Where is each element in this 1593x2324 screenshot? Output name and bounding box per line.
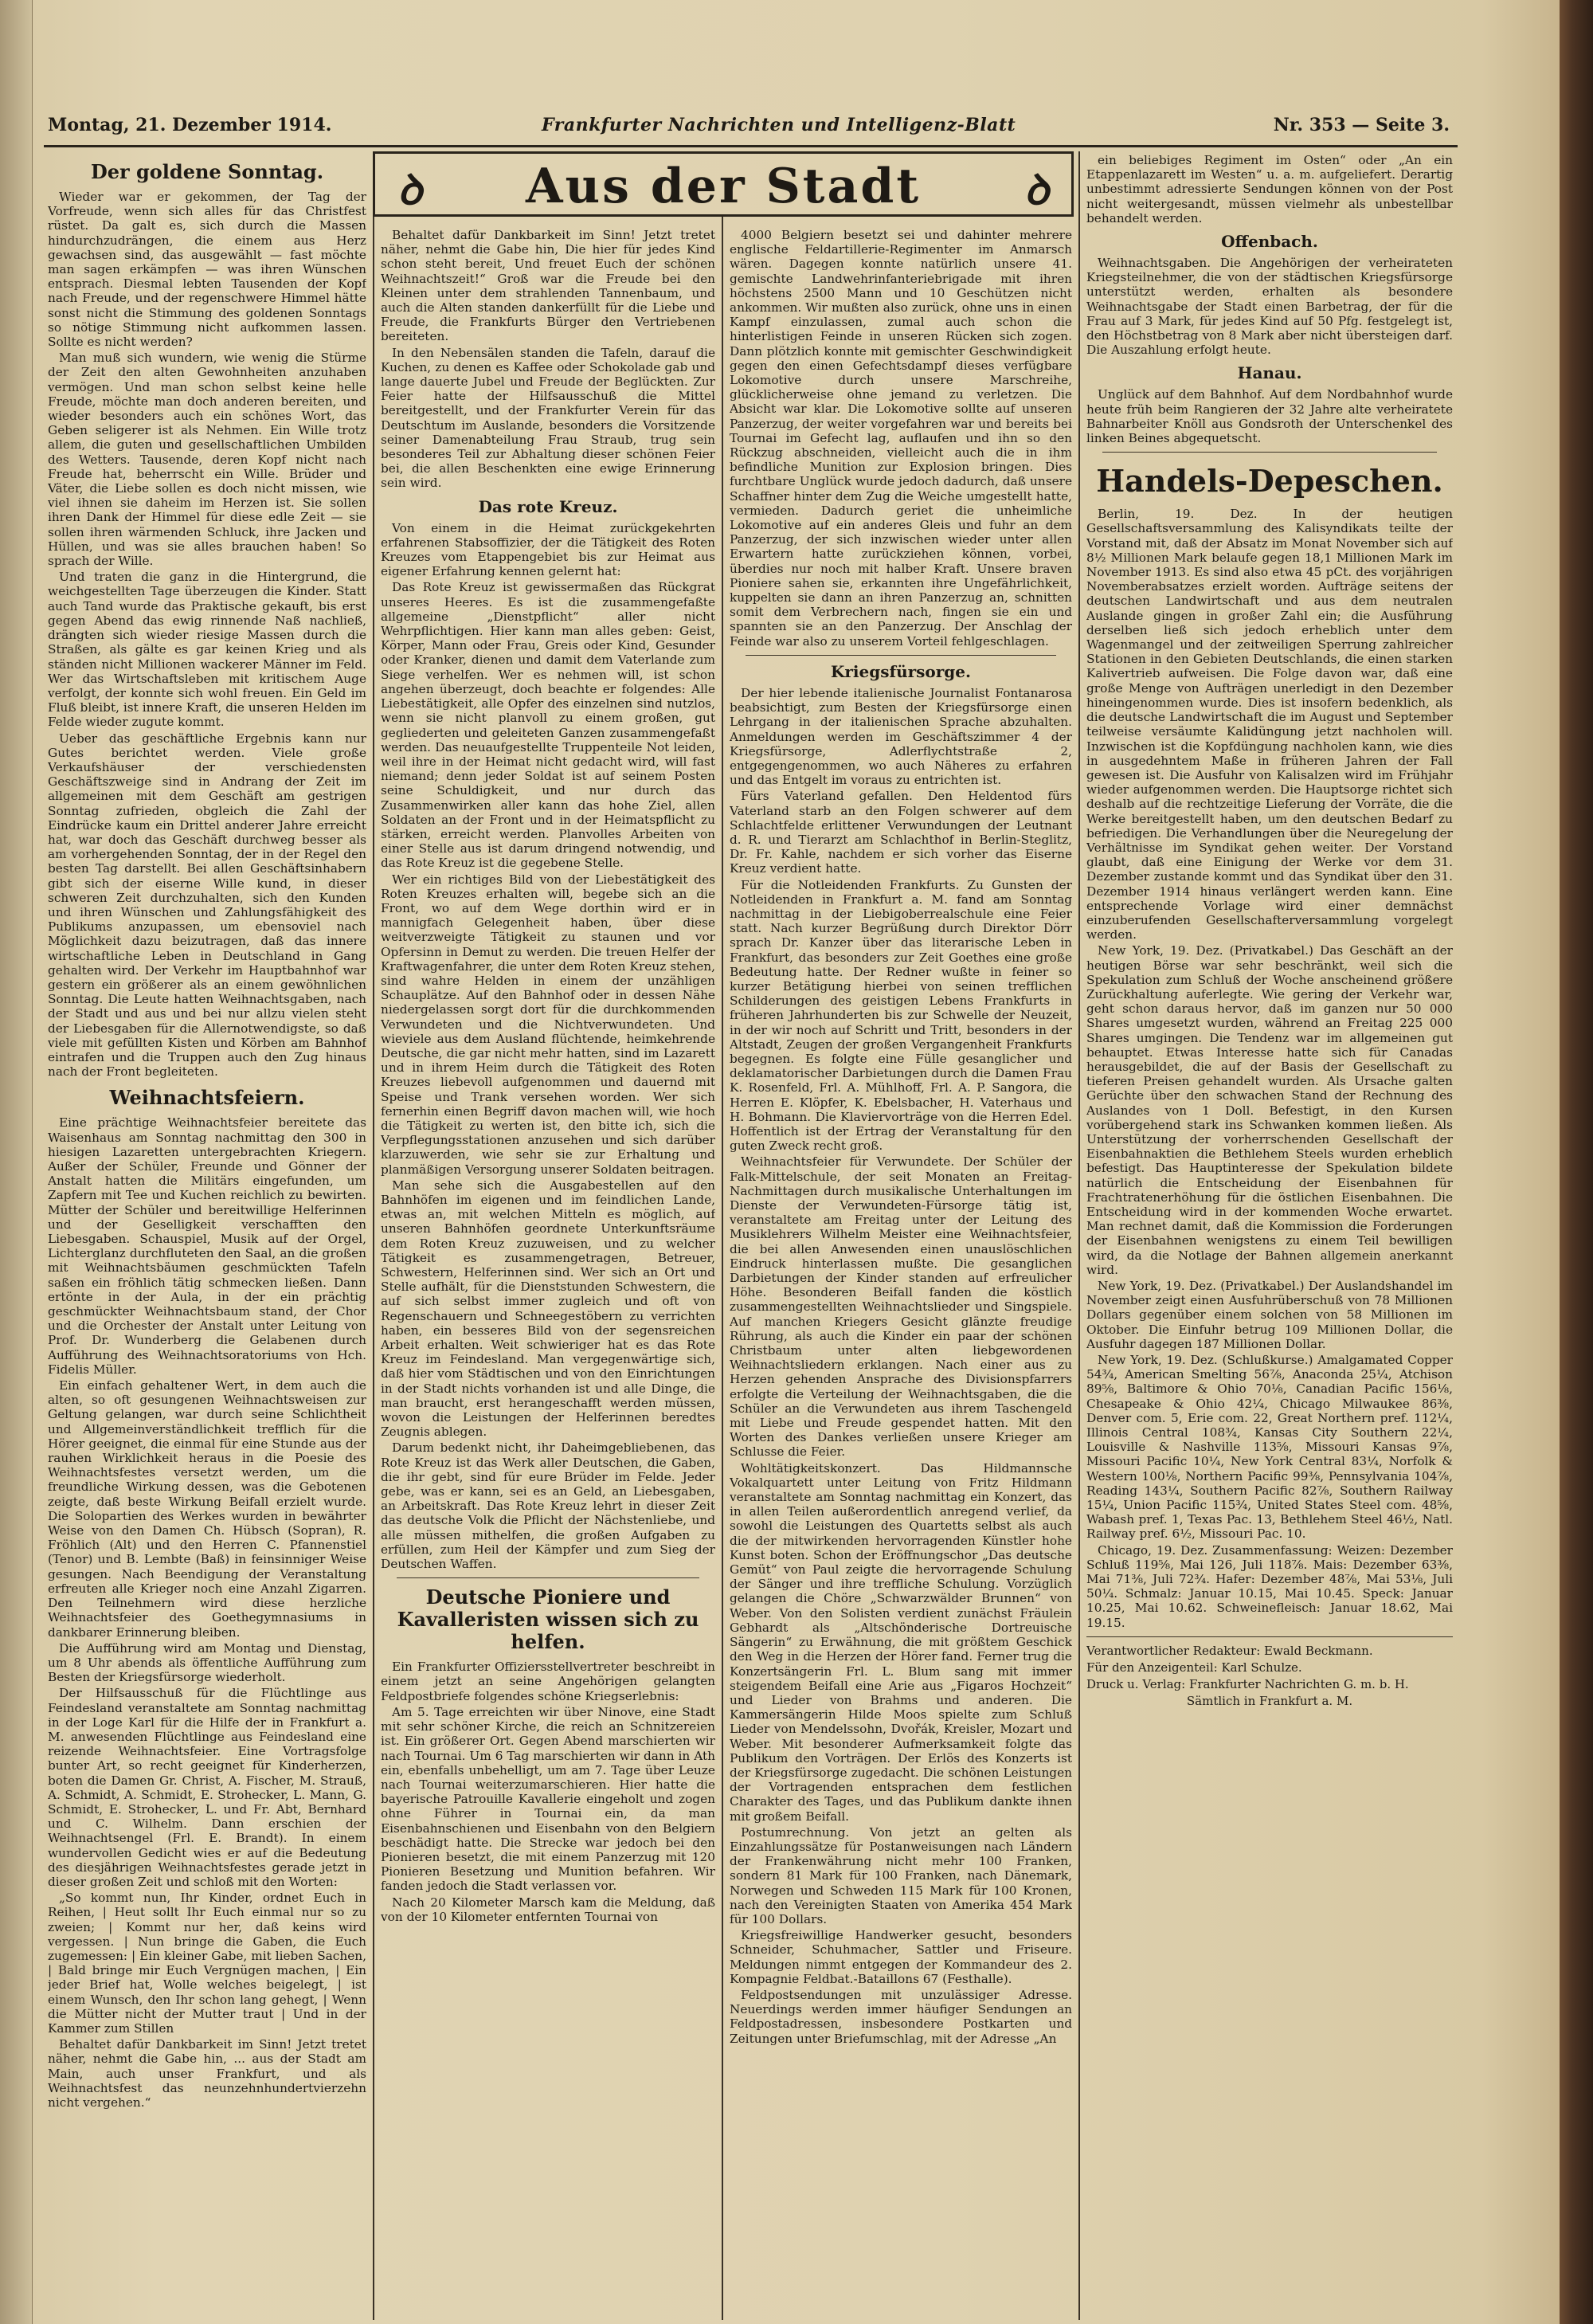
paragraph: 4000 Belgiern besetzt sei und dahinter mehrere englische Feldartillerie-Regimenter im Anmarsch wären. Dagegen konnte natürlich unsere 41. gemischte Landwehrinfanteriebrigade mit ihren höchstens 2500 Mann und 10 Geschützen nicht ankommen. Wir mußten also zurück, ohne uns in einen Kampf einzulassen, zumal auch schon die hinterlistigen Feinde in unseren Rücken sich zogen. Dann plötzlich konnte mit gemischter Geschwindigkeit gegen den einen Gefechtsdampf dieses verfügbare Lokomotive durch unsere Marschreihe, glücklicherweise ohne jemand zu verletzen. Die Absicht war klar. Die Lokomotive sollte auf unseren Panzerzug, der weiter vorgefahren war und bereits bei Tournai im Gefecht lag, auflaufen und ihn so den Rückzug abschneiden, vielleicht auch die in ihm befindliche Munition zur Explosion bringen. Dies furchtbare Unglück wurde jedoch dadurch, daß unsere Schaffner hinter dem Zug die Weiche umgestellt hatte, vermieden. Dadurch geriet die unheimliche Lokomotive auf ein anderes Gleis und fuhr an dem Panzerzug, der sich inzwischen wieder unter allen Erwartern hatte zurückziehen können, vorbei, überdies nur noch mit halber Kraft. Unsere braven Pioniere sahen sie, erkannten ihre Ungefährlichkeit, kuppelten sie dann an ihren Panzerzug an, schnitten somit dem Verbrechern nach, fingen sie ein und spannten sie an den Panzerzug. Der Anschlag der Feinde war also zu unserem Vorteil fehlgeschlagen. (730, 228, 1072, 649)
ornament-right-icon: ꝺ (1024, 166, 1049, 214)
headline-golden-sunday: Der goldene Sonntag. (90, 160, 324, 183)
paragraph: Wieder war er gekommen, der Tag der Vorfreude, wenn sich alles für das Christfest rüstet. Da galt es, sich durch die Massen hindurchzudrängen, die einem aus Herz gewachsen sind, das ausgewählt — fast möchte man sagen erkämpfen — was ihren Wünschen entsprach. Diesmal lebten Tausenden der Kopf nach Freude, und der regenschwere Himmel hätte sonst nicht die Stimmung des goldenen Sonntags so nötige Stimmung nicht aufkommen lassen. Sollte es nicht werden? (48, 190, 366, 350)
dispatch-new-york: New York, 19. Dez. (Privatkabel.) Das Geschäft an der heutigen Börse war sehr beschränkt, weil sich die Spekulation zum Schluß der Woche anscheinend größere Zurückhaltung auferlegte. Wie gering der Verkehr war, geht schon daraus hervor, daß im ganzen nur 50 000 Shares umgesetzt wurden, während an Freitag 225 000 Shares umgingen. Die Tendenz war im allgemeinen gut behauptet. Etwas Interesse hatte sich für Canadas herausgebildet, die auf der Basis der Gesellschaft zu tieferen Preisen gehandelt wurden. Als Ursache galten Gerüchte über den schwachen Stand der Rechnung des Auslandes von 1 Doll. Befestigt, in den Kursen vorübergehend stark ins Schwanken kommen ließen. Als Unterstützung der vorherrschenden Gesellschaft der Eisenbahnaktien die Bethlehem Steels wurden erheblich befestigt. Das Hauptinteresse der Spekulation bildete natürlich die Entscheidung der Eisenbahnen für Frachtratenerhöhung für die östlichen Eisenbahnen. Die Entscheidung wird in der kommenden Woche erwartet. Man rechnet damit, daß die Kommission die Forderungen der Eisenbahnen wenigstens zu einem Teil bewilligen wird, da die Notlage der Bahnen allgemein anerkannt wird. (1086, 943, 1453, 1277)
headline-trade-dispatches: Handels-Depeschen. (1096, 463, 1443, 500)
paragraph: Darum bedenkt nicht, ihr Daheimgebliebenen, das Rote Kreuz ist das Werk aller Deutschen, die Gaben, die ihr gebt, sind für eure Brüder im Felde. Jeder gebe, was er kann, sei es an Geld, an Liebesgaben, an Arbeitskraft. Das Rote Kreuz lehrt in dieser Zeit das deutsche Volk die Pflicht der Nächstenliebe, und alle müssen mithelfen, die großen Aufgaben zu erfüllen, zum Heil der Kämpfer und zum Sieg der Deutschen Waffen. (381, 1440, 715, 1572)
paragraph: Weihnachtsgaben. Die Angehörigen der verheirateten Kriegsteilnehmer, die von der städtischen Kriegsfürsorge unterstützt werden, erhalten als besondere Weihnachtsgabe der Stadt einen Barbetrag, der für die Frau auf 3 Mark, für jedes Kind auf 50 Pfg. festgelegt ist, den Höchstbetrag von 8 Mark aber nicht übersteigen darf. Die Auszahlung erfolgt heute. (1086, 256, 1453, 358)
imprint-ads: Für den Anzeigenteil: Karl Schulze. (1086, 1660, 1302, 1675)
paragraph: Ueber das geschäftliche Ergebnis kann nur Gutes berichtet werden. Viele große Verkaufshäuser der verschiedensten Geschäftszweige sind in Andrang der Zeit im allgemeinen mit dem Geschäft am gestrigen Sonntag zufrieden, obgleich die Zahl der Eindrücke kaum ein Drittel anderer Jahre erreicht hat, war doch das Geschäft durchweg besser als am vorhergehenden Sonntag, der in der Regel den besten Tag darstellt. Bei allen Geschäftsinhabern gibt sich der eiserne Wille kund, in dieser schweren Zeit durchzuhalten, sich den Kunden und ihren Wünschen und Zahlungsfähigkeit des Publikums anzupassen, um ebensoviel nach Möglichkeit dazu beizutragen, daß das innere wirtschaftliche Leben in Deutschland in Gang gehalten wird. Der Verkehr im Hauptbahnhof war gestern ein größerer als an einem gewöhnlichen Sonntag. Die Leute hatten Weihnachtsgaben, nach der Stadt und aus und bei nur allzu vielen steht der Liebesgaben für die Allernotwendigste, so daß viele mit gefüllten Kisten und Körben am Bahnhof eintrafen und die Truppen auch den Zug hinaus nach der Front begleiteten. (48, 731, 366, 1080)
paragraph: Weihnachtsfeier für Verwundete. Der Schüler der Falk-Mittelschule, der seit Monaten an Freitag-Nachmittagen durch musikalische Unterhaltungen im Dienste der Verwundeten-Fürsorge tätig ist, veranstaltete am Freitag unter der Leitung des Musiklehrers Wilhelm Meister eine Weihnachtsfeier, die bei allen Anwesenden einen unauslöschlichen Eindruck hinterlassen mußte. Die gesanglichen Darbietungen der Kinder standen auf erfreulicher Höhe. Besonderen Beifall fanden die köstlich zusammengestellten Weihnachtslieder und Singspiele. Auf manchen Kriegers Gesicht glänzte freudige Rührung, als auch die Kinder ein paar der schönen Christbaum unter alten liebgewordenen Weihnachtsliedern erklangen. Nach einer aus zu Herzen gehenden Ansprache des Divisionspfarrers erfolgte die Verteilung der Weihnachtsgaben, die die Schüler an die Verwundeten aus ihrem Taschengeld mit Liebe und Freude gespendet hatten. Mit den Worten des Dankes verließen unsere Krieger am Schlusse die Feier. (730, 1154, 1072, 1460)
paragraph: Für die Notleidenden Frankfurts. Zu Gunsten der Notleidenden in Frankfurt a. M. fand am Sonntag nachmittag in der Liebigoberrealschule eine Feier statt. Nach kurzer Begrüßung durch Direktor Dörr sprach Dr. Kanzer über das literarische Leben in Frankfurt, das besonders zur Zeit Goethes eine große Bedeutung hatte. Der Redner wußte in feiner so kurzer Betätigung hierbei von seinen trefflichen Schilderungen des geistigen Lebens Frankfurts in früheren Jahrhunderten bis zur Schwelle der Neuzeit, in der wir noch auf Schritt und Tritt, besonders in der Altstadt, Zeugen der großen Vergangenheit Frankfurts begegnen. Es folgte eine Fülle gesanglicher und deklamatorischer Darbietungen durch die Damen Frau K. Rosenfeld, Frl. A. Mühlhoff, Frl. A. P. Sangora, die Herren E. Klöpfer, K. Ebelsbacher, H. Vaterhaus und H. Bohmann. Die Klaviervorträge von die Herren Edel. Hoffentlich ist der Ertrag der Veranstaltung für den guten Zweck recht groß. (730, 877, 1072, 1154)
divider (746, 655, 1056, 656)
book-spine (1560, 0, 1593, 2324)
paragraph: Eine prächtige Weihnachtsfeier bereitete das Waisenhaus am Sonntag nachmittag den 300 in hiesigen Lazaretten untergebrachten Kriegern. Außer der Schüler, Freunde und Gönner der Anstalt hatten die Militärs eingefunden, um Zapfern mit Tee und Kuchen reichlich zu bewirten. Mütter der Schüler und bereitwillige Helferinnen und der Geselligkeit verschafften den Liebesgaben. Schauspiel, Musik auf der Orgel, Lichterglanz durchfluteten den Saal, an die großen mit Weihnachtsbäumen geschmückten Tafeln saßen ein fröhlich tätig schmecken ließen. Dann ertönte in der Aula, in der ein prächtig geschmückter Weihnachtsbaum stand, der Chor und die Orchester der Anstalt unter Leitung von Prof. Dr. Wunderberg die Gelabenen durch Aufführung des Weihnachtsoratoriums von Hch. Fidelis Müller. (48, 1115, 366, 1377)
paragraph: Der hier lebende italienische Journalist Fontanarosa beabsichtigt, zum Besten der Kriegsfürsorge einen Lehrgang in der italienischen Sprache abzuhalten. Anmeldungen werden im Geschäftszimmer 4 der Kriegsfürsorge, Adlerflychtstraße 2, entgegengenommen, wo auch Näheres zu erfahren und das Entgelt im voraus zu entrichten ist. (730, 685, 1072, 788)
headline-red-cross: Das rote Kreuz. (478, 496, 618, 516)
divider (1086, 1636, 1453, 1637)
paragraph: Behaltet dafür Dankbarkeit im Sinn! Jetzt tretet näher, nehmt die Gabe hin, ... aus der Stadt am Main, auch unser Frankfurt, und als Weihnachtsfest das neunzehnhundertvierzehn nicht vergehen.“ (48, 2037, 366, 2110)
column-1 (48, 153, 366, 2296)
paragraph: Ein einfach gehaltener Wert, in dem auch die alten, so oft gesungenen Weihnachtsweisen zur Geltung gelangen, war durch seine Schlichtheit und Allgemeinverständlichkeit trefflich für die Hörer geeignet, die einmal für eine Stunde aus der rauhen Wirklichkeit heraus in die Poesie des Weihnachtsfestes versetzt werden, um die freundliche Wirkung dessen, was die Gebotenen zeigte, daß beste Wirkung Beifall erzielt wurde. Die Solopartien des Werkes wurden in bewährter Weise von den Damen Ch. Hübsch (Sopran), R. Fröhlich (Alt) und den Herren C. Pfannenstiel (Tenor) und B. Lembte (Baß) in feinsinniger Weise gesungen. Nach Beendigung der Veranstaltung erfreuten alle Krieger noch eine Anzahl Zigarren. Den Teilnehmern wird diese herzliche Weihnachtsfeier des Goethegymnasiums in dankbarer Erinnerung bleiben. (48, 1378, 366, 1640)
paragraph: Nach 20 Kilometer Marsch kam die Meldung, daß von der 10 Kilometer entfernten Tournai von (381, 1895, 715, 1924)
paragraph: In den Nebensälen standen die Tafeln, darauf die Kuchen, zu denen es Kaffee oder Schokolade gab und lange dauerte Jubel und Freude der Beglückten. Zur Feier hatte der Hilfsausschuß die Mittel bereitgestellt, und der Frankfurter Verein für das Deutschtum im Auslande, besonders die Vorsitzende seiner Damenabteilung Frau Straub, trug sein besonderes Teil zur Abhaltung dieser schönen Feier bei, die allen Beschenkten eine ewige Erinnerung sein wird. (381, 345, 715, 491)
imprint-editor: Verantwortlicher Redakteur: Ewald Beckmann. (1086, 1643, 1373, 1658)
divider (397, 1577, 699, 1578)
paragraph: Postumrechnung. Von jetzt an gelten als Einzahlungssätze für Postanweisungen nach Ländern der Frankenwährung nicht mehr 100 Franken, sondern 81 Mark für 100 Franken, nach Dänemark, Norwegen und Schweden 115 Mark für 100 Kronen, nach den Vereinigten Staaten von Amerika 454 Mark für 100 Dollars. (730, 1824, 1072, 1926)
dispatch-new-york-closing: New York, 19. Dez. (Schlußkurse.) Amalgamated Copper 54¾, American Smelting 56⅞, Anaconda 25¼, Atchison 89⅝, Baltimore & Ohio 70⅛, Canadian Pacific 156⅛, Chesapeake & Ohio 42¼, Chicago Milwaukee 86⅜, Denver com. 5, Erie com. 22, Great Northern pref. 112¼, Illinois Central 108¾, Kansas City Southern 22¼, Louisville & Nashville 113⅝, Missouri Kansas 9⅞, Missouri Pacific 10¼, New York Central 83¼, Norfolk & Western 100⅛, Northern Pacific 99⅜, Pennsylvania 104⅞, Reading 143¼, Southern Pacific 82⅞, Southern Railway 15¼, Union Pacific 115¾, United States Steel com. 48⅝, Wabash pref. 1, Texas Pac. 13, Bethlehem Steel 46½, Natl. Railway pref. 6½, Missouri Pac. 10. (1086, 1353, 1453, 1542)
paragraph: Feldpostsendungen mit unzulässiger Adresse. Neuerdings werden immer häufiger Sendungen an Feldpostadressen, insbesondere Postkarten und Zeitungen unter Briefumschlag, mit der Adresse „An (730, 1987, 1072, 2046)
column-rule (1078, 151, 1080, 2320)
column-3 (730, 228, 1072, 2299)
ornament-left-icon: ꝺ (397, 166, 423, 214)
running-header (48, 110, 1450, 142)
headline-pioneers: Deutsche Pioniere und Kavalleristen wissen sich zu helfen. (397, 1585, 699, 1654)
paragraph: Kriegsfreiwillige Handwerker gesucht, besonders Schneider, Schuhmacher, Sattler und Friseure. Meldungen nimmt entgegen der Kommandeur des 2. Kompagnie Feldbat.-Bataillons 67 (Festhalle). (730, 1928, 1072, 1986)
headline-war-welfare: Kriegsfürsorge. (831, 661, 971, 681)
paragraph: Von einem in die Heimat zurückgekehrten erfahrenen Stabsoffizier, der die Tätigkeit des Roten Kreuzes vom Etappengebiet bis zur Heimat aus eigener Erfahrung kennen gelernt hat: (381, 520, 715, 579)
paragraph: ein beliebiges Regiment im Osten“ oder „An ein Etappenlazarett im Westen“ u. a. m. aufgeliefert. Derartig unbestimmt adressierte Sendungen können von der Post nicht weitergesandt, müssen vielmehr als unbestellbar behandelt werden. (1086, 153, 1453, 225)
dispatch-chicago: Chicago, 19. Dez. Zusammenfassung: Weizen: Dezember Schluß 119⅝, Mai 126, Juli 118⅞. Mais: Dezember 63⅜, Mai 71⅜, Juli 72¾. Hafer: Dezember 48⅞, Mai 53⅛, Juli 50¼. Schmalz: Januar 10.15, Mai 10.45. Speck: Januar 10.25, Mai 10.62. Schweinefleisch: Januar 18.62, Mai 19.15. (1086, 1542, 1453, 1630)
column-rule (373, 217, 374, 2320)
dispatch-berlin: Berlin, 19. Dez. In der heutigen Gesellschaftsversammlung des Kalisyndikats teilte der Vorstand mit, daß der Absatz im Monat November sich auf 8½ Millionen Mark belaufe gegen 18,1 Millionen Mark im November 1913. Es sind also etwa 45 pCt. des vorjährigen Novemberabsatzes erzielt worden. Aufträge seitens der deutschen Landwirtschaft und aus dem neutralen Auslande gingen in großer Zahl ein; die Ausführung derselben ließ sich jedoch erheblich unter dem Wagenmangel und der zeitweiligen Sperrung zahlreicher Stationen in den Gebieten Deutschlands, die einen starken Kalivertrieb aufweisen. Die Folge davon war, daß eine große Menge von Aufträgen unerledigt in den Dezember hineingenommen wurde. Dies ist insofern bedenklich, als die deutsche Landwirtschaft die im August und September teilweise versäumte Kalidüngung jetzt nachholen will. Inzwischen ist die Kopfdüngung nachholen kann, wie dies in ausgedehntem Maße in früheren Jahren der Fall gewesen ist. Die Ausfuhr von Kalisalzen wird im Frühjahr wieder aufgenommen werden. Die Hauptsorge richtet sich deshalb auf die rechtzeitige Lieferung der Vorräte, die die Werke bereitgestellt haben, um den deutschen Bedarf zu befriedigen. Die Verhandlungen über die Neuregelung der Verhältnisse im Syndikat gehen weiter. Der Vorstand glaubt, daß eine Einigung der Werke vor dem 31. Dezember zustande kommt und das Syndikat über den 31. Dezember 1914 hinaus verlängert werden kann. Eine entsprechende Vorlage wird einer demnächst einzuberufenden Gesellschafterversammlung vorgelegt werden. (1086, 507, 1453, 943)
paragraph: Die Aufführung wird am Montag und Dienstag, um 8 Uhr abends als öffentliche Aufführung zum Besten der Kriegsfürsorge wiederholt. (48, 1640, 366, 1685)
dispatch-new-york-trade: New York, 19. Dez. (Privatkabel.) Der Auslandshandel im November zeigt einen Ausfuhrüberschuß von 78 Millionen Dollars gegenüber einem solchen von 58 Millionen im Oktober. Die Einfuhr betrug 109 Millionen Dollar, die Ausfuhr dagegen 187 Millionen Dollar. (1086, 1279, 1453, 1351)
paragraph: Ein Frankfurter Offiziersstellvertreter beschreibt in einem jetzt an seine Angehörigen gelangten Feldpostbriefe folgendes schöne Kriegserlebnis: (381, 1660, 715, 1703)
column-rule (722, 217, 723, 2320)
paragraph: Wohltätigkeitskonzert. Das Hildmannsche Vokalquartett unter Leitung von Fritz Hildmann veranstaltete am Sonntag nachmittag ein Konzert, das in allen Teilen außerordentlich anregend verlief, da sowohl die Leistungen des Quartetts selbst als auch die der mitwirkenden hervorragenden Künstler hohe Kunst boten. Schon der Eröffnungschor „Das deutsche Gemüt“ von Paul zeigte die hervorragende Schulung der Sänger und ihre treffliche Schulung. Vorzüglich gelangen die Chöre „Schwarzwälder Brunnen“ von Weber. Von den Solisten verdient zunächst Fräulein Gebhardt als „Altschönderische Dortreuische Sängerin“ zu Erwähnung, die mit größtem Geschick den Weg in die Herzen der Hörer fand. Ferner trug die Konzertsängerin Frl. L. Blum sang mit immer steigendem Beifall eine Arie aus „Figaros Hochzeit“ und Lieder von Brahms und anderen. Die Kammersängerin Hilde Moos spielte zum Schluß Lieder von Mendelssohn, Dvořák, Kreisler, Mozart und Weber. Mit besonderer Aufmerksamkeit folgte das Publikum den Vorträgen. Der Erlös des Konzerts ist der Kriegsfürsorge zugedacht. Die schönen Leistungen der Vortragenden entsprachen dem festlichen Charakter des Tages, und das Publikum dankte ihnen mit großem Beifall. (730, 1460, 1072, 1824)
paragraph: Und traten die ganz in die Hintergrund, die weichgestellten Tage überzeugen die Kinder. Statt auch Tand wurde das Praktische gekauft, bis erst gegen Abend das ewig rinnende Naß nachließ, drängten sich wieder riesige Massen durch die Straßen, als gälte es gar keinen Krieg und als ständen nicht Millionen wackerer Männer im Feld. Wer das Wirtschaftsleben mit kritischem Auge verfolgt, der konnte sich wohl freuen. Ein Geld im Fluß bleibt, ist innere Kraft, die unseren Helden im Felde wieder zugute kommt. (48, 570, 366, 730)
headline-christmas-celebrations: Weihnachtsfeiern. (109, 1086, 305, 1110)
paragraph: Wer ein richtiges Bild von der Liebestätigkeit des Roten Kreuzes erhalten will, begebe sich an die Front, wo auf dem Wege dorthin wird er in mannigfach Gelegenheit haben, über diese weitverzweigte Tätigkeit zu staunen und vor Opfersinn in Demut zu werden. Die treuen Helfer der Kraftwagenfahrer, die unter dem Roten Kreuz stehen, sind wahre Helden in einem der unzähligen Schauplätze. Auf den Bahnhof oder in dessen Nähe niedergelassen sorgt dort für die durchkommenden Verwundeten und die Nichtverwundeten. Und wieviele aus dem Ausland flüchtende, heimkehrende Deutsche, die gar nicht mehr hatten, sind im Lazarett und in ihrem Heim durch die Tätigkeit des Roten Kreuzes liebevoll aufgenommen und dauernd mit Speise und Trank versehen worden. Wer sich fernerhin einen Begriff davon machen will, wie hoch die Tätigkeit zu werten ist, den bitte ich, sich die Verpflegungsstationen anzusehen und sich darüber klarzuwerden, wie sehr sie zur Erhaltung und planmäßigen Versorgung unserer Soldaten beitragen. (381, 872, 715, 1177)
section-title: Aus der Stadt (525, 159, 922, 214)
poem: „So kommt nun, Ihr Kinder, ordnet Euch in Reihen, | Heut sollt Ihr Euch einmal nur so zu zweien; | Kommt nur her, daß keins wird vergessen. | Nun bringe die Gaben, die Euch zugemessen: | Ein kleiner Gabe, mit lieben Sachen, | Bald bringe mir Euch Vergnügen machen, | Ein jeder Brief hat, Wolle welches beigelegt, | ist einem Wunsch, den Ihr schon lang gehegt, | Wenn die Mütter nicht der Mutter traut | Und in der Kammer zum Stillen (48, 1891, 366, 2036)
headline-hanau: Hanau. (1237, 363, 1302, 383)
divider (1102, 452, 1437, 453)
imprint-city: Sämtlich in Frankfurt a. M. (1186, 1693, 1353, 1708)
paper-name: Frankfurter Nachrichten und Intelligenz-Blatt (542, 115, 1016, 135)
imprint-publisher: Druck u. Verlag: Frankfurter Nachrichten G. m. b. H. (1086, 1676, 1409, 1691)
paragraph: Am 5. Tage erreichten wir über Ninove, eine Stadt mit sehr schöner Kirche, die reich an Schnitzereien ist. Ein größerer Ort. Gegen Abend marschierten wir nach Tournai. Um 6 Tag marschierten wir dann in Ath ein, ebenfalls unbehelligt, um am 7. Tage über Leuze nach Tournai weiterzumarschieren. Hier hatte die bayerische Patrouille Kavallerie eingeholt und zogen ohne Führer in Tournai ein, da man Eisenbahnschienen und Eisenbahn von den Belgiern beschädigt hatte. Die Strecke war jedoch bei den Pionieren besetzt, die mit einem Panzerzug mit 120 Pionieren Besetzung und Munition befahren. Wir fanden jedoch die Stadt verlassen vor. (381, 1704, 715, 1894)
column-2 (381, 228, 715, 2299)
paragraph: Unglück auf dem Bahnhof. Auf dem Nordbahnhof wurde heute früh beim Rangieren der 32 Jahre alte verheiratete Bahnarbeiter Knöll aus Gondsroth der Unterschenkel des linken Beines abgequetscht. (1086, 387, 1453, 446)
paragraph: Man sehe sich die Ausgabestellen auf den Bahnhöfen im eigenen und im feindlichen Lande, etwas an, mit welchen Mitteln es möglich, auf unseren Bahnhöfen geordnete Unterkunftsräume dem Roten Kreuz zuzuweisen, und zu welcher Tätigkeit es zusammengetragen, Betreuer, Schwestern, Helferinnen sind. Wer sich an Ort und Stelle aufhält, für die Dienststunden Schwestern, die auf sich selbst immer zugleich und oft von Regenschauern und Schneegestöbern zu verrichten haben, ein besseres Bild von der segensreichen Arbeit erhalten. Weit schwieriger hat es das Rote Kreuz im Feindesland. Man vergegenwärtige sich, daß hier vom Städtischen und von den Einrichtungen in der Stadt nichts vorhanden ist und alle Dinge, die man braucht, erst herangeschafft werden müssen, wovon die Leistungen der Helferinnen beredtes Zeugnis ablegen. (381, 1178, 715, 1440)
section-banner (373, 151, 1074, 217)
column-4 (1086, 153, 1453, 2304)
issue-number: Nr. 353 — Seite 3. (1273, 115, 1450, 135)
paragraph: Das Rote Kreuz ist gewissermaßen das Rückgrat unseres Heeres. Es ist die zusammengefaßte allgemeine „Dienstpflicht“ aller nicht Wehrpflichtigen. Hier kann man alles geben: Geist, Körper, Mann oder Frau, Greis oder Kind, Gesunder oder Kranker, dienen und damit dem Vaterlande zum Siege verhelfen. Wer es nehmen will, ist schon angehen überzeugt, doch beachte er folgendes: Alle Liebestätigkeit, alle Opfer des einzelnen sind nutzlos, wenn sie nicht planvoll zu einem großen, gut gegliederten und geleiteten Ganzen zusammengefaßt werden. Das neuaufgestellte Truppenteile Not leiden, weil ihre in der Heimat nicht gedacht wird, will fast niemand; denn jeder Soldat ist auf seinem Posten seine Schuldigkeit, und nur durch das Zusammenwirken aller kann das hohe Ziel, allen Soldaten an der Front und in der Heimatspflicht zu stärken, erreicht werden. Planvolles Arbeiten von einer Stelle aus ist darum dringend notwendig, und das Rote Kreuz ist die gegebene Stelle. (381, 580, 715, 871)
paragraph: Fürs Vaterland gefallen. Den Heldentod fürs Vaterland starb an den Folgen schwerer auf dem Schlachtfelde erlittener Verwundungen der Leutnant d. R. und Tierarzt am Schlachthof in Berlin-Steglitz, Dr. Fr. Kahle, nachdem er sich vorher das Eiserne Kreuz verdient hatte. (730, 789, 1072, 876)
paragraph: Der Hilfsausschuß für die Flüchtlinge aus Feindesland veranstaltete am Sonntag nachmittag in der Loge Karl für die Hilfe der in Frankfurt a. M. anwesenden Flüchtlinge aus Feindesland eine reizende Weihnachtsfeier. Eine Vortragsfolge bunter Art, so recht geeignet für Kinderherzen, boten die Damen Gr. Christ, A. Fischer, M. Strauß, A. Schmidt, A. Schmidt, E. Strohecker, L. Mann, G. Schmidt, E. Strohecker, L. und Fr. Abt, Bernhard und C. Wilhelm. Dann erschien der Weihnachtsengel (Frl. E. Brandt). In einem wundervollen Gedicht wies er auf die Bedeutung des diesjährigen Weihnachtsfestes gerade jetzt in dieser großen Zeit und schloß mit den Worten: (48, 1686, 366, 1889)
poem-continuation: Behaltet dafür Dankbarkeit im Sinn! Jetzt tretet näher, nehmt die Gabe hin, Die hier für jedes Kind schon steht bereit, Und freuet Euch der schönen Weihnachtszeit!“ Groß war die Freude bei den Kleinen unter dem strahlenden Tannenbaum, und auch die Alten standen dankerfüllt für die Liebe und Freude, die Frankfurts Bürger den Vertriebenen bereiteten. (381, 228, 715, 344)
header-rule (44, 145, 1458, 147)
previous-page-edge (0, 0, 33, 2324)
headline-offenbach: Offenbach. (1221, 232, 1318, 252)
issue-date: Montag, 21. Dezember 1914. (48, 115, 332, 135)
paragraph: Man muß sich wundern, wie wenig die Stürme der Zeit den alten Gewohnheiten anzuhaben vermögen. Und man schon selbst keine helle Freude, möchte man doch anderen bereiten, und wieder besonders auch ein schönes Wort, das Geben seligerer ist als Nehmen. Ein Wille trotz allem, die guten und gesellschaftlichen Umbilden des Wetters. Tausende, deren Kopf nicht nach Freude hat, beherrscht ein Wille. Brüder und Väter, die Liebe sollen es doch nicht missen, wie viel ihnen sie daheim im Herzen ist. Sie sollen ihren Dank der Himmel für diese edle Zeit — sie sollen ihren wärmenden Schluck, ihre Jacken und Hüllen, und was sie alles brauchen haben! So sprach der Wille. (48, 351, 366, 569)
